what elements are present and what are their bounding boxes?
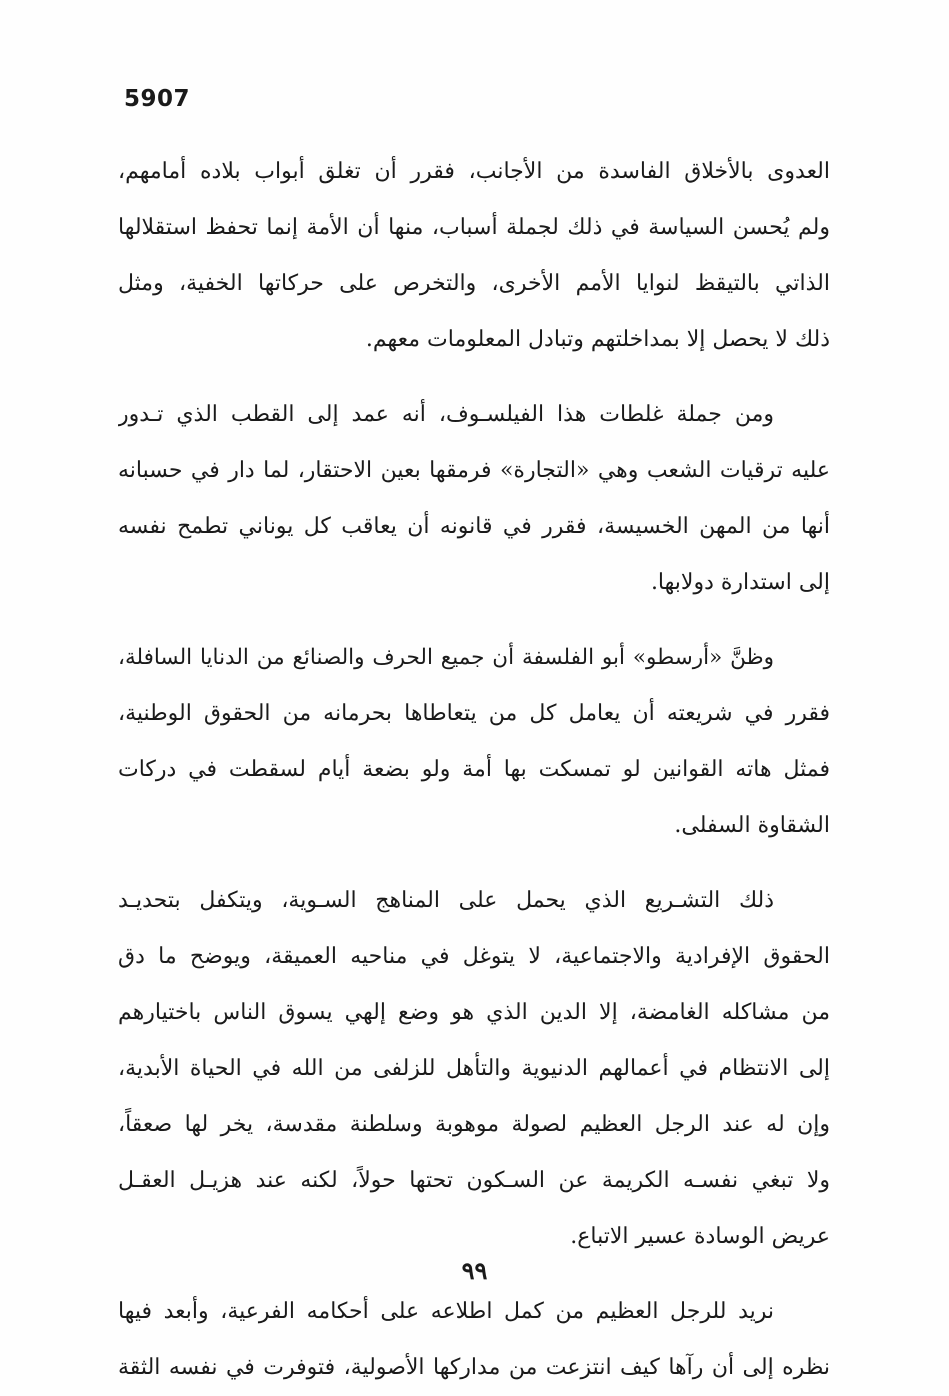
text-line: عريض الوسادة عسير الاتباع.	[570, 1224, 830, 1249]
text-line: ومن جملة غلطات هذا الفيلسـوف، أنه عمد إلى القطب الذي تـدور	[118, 402, 774, 427]
text-line: أنها من المهن الخسيسة، فقرر في قانونه أن يعاقب كل يوناني تطمح نفسه	[118, 514, 830, 539]
text-line: عليه ترقيات الشعب وهي «التجارة» فرمقها بعين الاحتقار، لما دار في حسبانه	[118, 458, 830, 483]
page-number: ٩٩	[461, 1256, 488, 1285]
text-line: إلى الانتظام في أعمالهم الدنيوية والتأهل للزلفى من الله في الحياة الأبدية،	[118, 1056, 830, 1081]
paragraph	[118, 873, 830, 1265]
text-line: وظنَّ «أرسطو» أبو الفلسفة أن جميع الحرف والصنائع من الدنايا السافلة،	[118, 645, 774, 670]
text-line: ولم يُحسن السياسة في ذلك لجملة أسباب، منها أن الأمة إنما تحفظ استقلالها	[118, 215, 830, 240]
page-id: 5907	[124, 86, 191, 112]
text-line: الحقوق الإفرادية والاجتماعية، لا يتوغل في مناحيه العميقة، ويوضح ما دق	[118, 944, 830, 969]
text-line: وإن له عند الرجل العظيم لصولة موهوبة وسلطنة مقدسة، يخر لها صعقاً،	[118, 1112, 830, 1137]
text-line: ذلك لا يحصل إلا بمداخلتهم وتبادل المعلومات معهم.	[365, 327, 830, 352]
text-line: إلى استدارة دولابها.	[650, 570, 830, 595]
text-line: نريد للرجل العظيم من كمل اطلاعه على أحكامه الفرعية، وأبعد فيها	[118, 1299, 774, 1324]
paragraph	[118, 1284, 830, 1396]
paragraph	[118, 387, 830, 611]
paragraph	[118, 630, 830, 854]
paragraph	[118, 144, 830, 368]
text-line: نظره إلى أن رآها كيف انتزعت من مداركها الأصولية، فتوفرت في نفسه الثقة	[118, 1355, 830, 1380]
text-line: الذاتي بالتيقظ لنوايا الأمم الأخرى، والتخرص على حركاتها الخفية، ومثل	[118, 271, 830, 296]
body-text	[118, 144, 830, 1396]
text-line: فمثل هاته القوانين لو تمسكت بها أمة ولو بضعة أيام لسقطت في دركات	[118, 757, 830, 782]
text-line: الشقاوة السفلى.	[674, 813, 830, 838]
text-line: العدوى بالأخلاق الفاسدة من الأجانب، فقرر أن تغلق أبواب بلاده أمامهم،	[118, 159, 830, 184]
text-line: ولا تبغي نفسـه الكريمة عن السـكون تحتها حولاً، لكنه عند هزيـل العقـل	[118, 1168, 830, 1193]
text-line: من مشاكله الغامضة، إلا الدين الذي هو وضع إلهي يسوق الناس باختيارهم	[118, 1000, 830, 1025]
text-line: ذلك التشـريع الذي يحمل على المناهج السـوية، ويتكفل بتحديـد	[118, 888, 774, 913]
text-line: فقرر في شريعته أن يعامل كل من يتعاطاها بحرمانه من الحقوق الوطنية،	[118, 701, 830, 726]
